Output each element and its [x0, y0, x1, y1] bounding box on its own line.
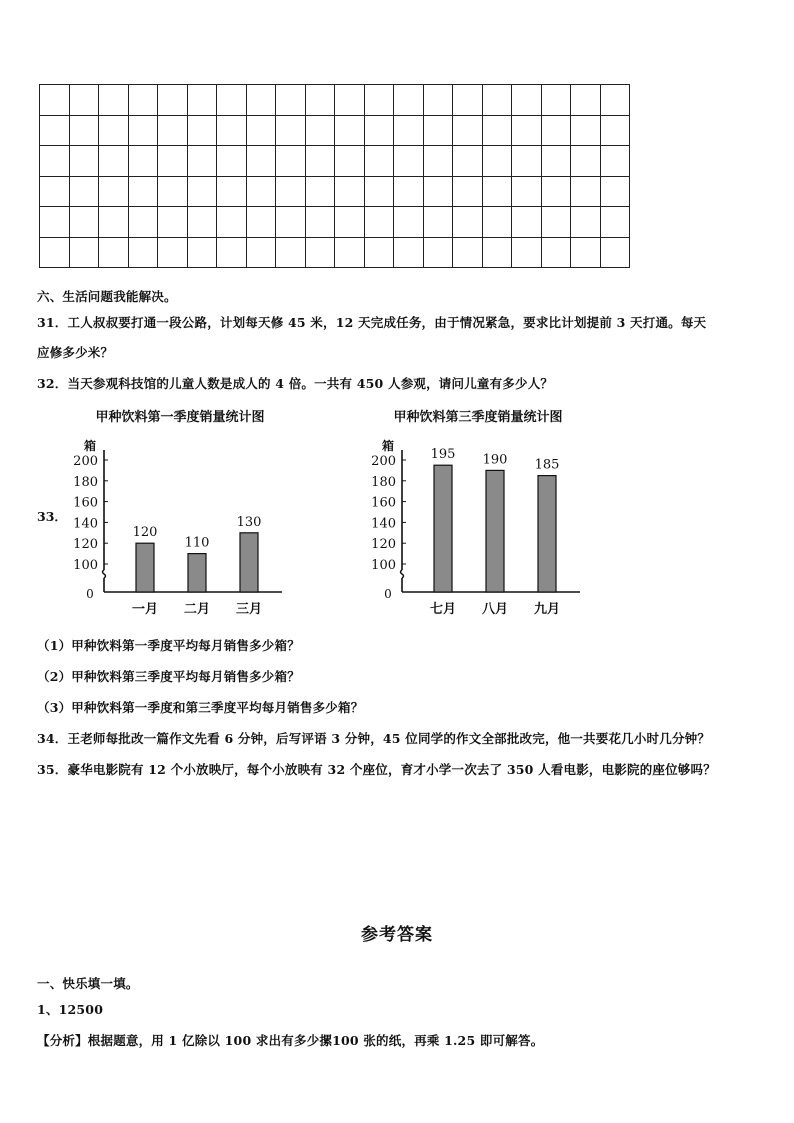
grid-cell	[99, 176, 129, 207]
grid-cell	[571, 237, 601, 268]
y-tick-label: 160	[371, 495, 396, 511]
bar	[136, 543, 154, 592]
grid-cell	[335, 176, 365, 207]
grid-cell	[394, 237, 424, 268]
grid-cell	[541, 237, 571, 268]
grid-cell	[276, 115, 306, 146]
grid-row	[40, 115, 630, 146]
grid-cell	[394, 146, 424, 177]
grid-row	[40, 237, 630, 268]
question-35: 35．豪华电影院有 12 个小放映厅，每个小放映有 32 个座位，育才小学一次去了 350 人看电影，电影院的座位够吗？	[37, 762, 716, 777]
grid-cell	[305, 176, 335, 207]
grid-cell	[423, 115, 453, 146]
grid-cell	[158, 115, 188, 146]
grid-cell	[69, 176, 99, 207]
grid-cell	[187, 146, 217, 177]
question-34: 34．王老师每批改一篇作文先看 6 分钟，后写评语 3 分钟，45 位同学的作文全部批改完，他一共要花几小时几分钟？	[37, 731, 711, 746]
grid-cell	[217, 146, 247, 177]
grid-cell	[512, 85, 542, 116]
axis-break-mark	[103, 570, 106, 578]
grid-cell	[453, 237, 483, 268]
grid-cell	[217, 237, 247, 268]
grid-cell	[541, 176, 571, 207]
grid-cell	[453, 207, 483, 238]
origin-label: 0	[384, 587, 392, 601]
grid-cell	[453, 176, 483, 207]
bar	[434, 465, 452, 592]
grid-cell	[305, 237, 335, 268]
y-tick-label: 120	[73, 537, 98, 553]
grid-cell	[305, 146, 335, 177]
axis-break-mark	[401, 570, 404, 578]
grid-cell	[600, 176, 630, 207]
bar	[240, 533, 258, 592]
grid-cell	[600, 85, 630, 116]
question-31-line-1: 31．工人叔叔要打通一段公路，计划每天修 45 米，12 天完成任务，由于情况紧急，要求比计划提前 3 天打通。每天	[37, 315, 707, 330]
y-tick-label: 120	[371, 537, 396, 553]
grid-cell	[335, 115, 365, 146]
grid-cell	[571, 85, 601, 116]
grid-cell	[394, 207, 424, 238]
grid-cell	[482, 115, 512, 146]
x-tick-label: 七月	[429, 602, 457, 617]
grid-cell	[423, 207, 453, 238]
grid-cell	[512, 207, 542, 238]
grid-cell	[364, 176, 394, 207]
grid-cell	[158, 237, 188, 268]
grid-cell	[453, 115, 483, 146]
grid-cell	[69, 85, 99, 116]
grid-cell	[512, 115, 542, 146]
grid-row	[40, 85, 630, 116]
question-33-sub-2: （2）甲种饮料第三季度平均每月销售多少箱？	[37, 669, 300, 684]
grid-cell	[364, 237, 394, 268]
grid-cell	[335, 207, 365, 238]
grid-cell	[99, 237, 129, 268]
grid-cell	[246, 115, 276, 146]
grid-cell	[276, 85, 306, 116]
grid-cell	[158, 207, 188, 238]
grid-cell	[305, 207, 335, 238]
grid-cell	[128, 85, 158, 116]
grid-cell	[69, 237, 99, 268]
grid-row	[40, 207, 630, 238]
grid-cell	[217, 115, 247, 146]
question-33-number: 33．	[37, 509, 67, 524]
grid-cell	[40, 115, 70, 146]
grid-cell	[335, 146, 365, 177]
grid-cell	[571, 176, 601, 207]
grid-cell	[276, 176, 306, 207]
grid-cell	[128, 146, 158, 177]
grid-cell	[158, 176, 188, 207]
y-axis-unit-label: 箱	[83, 439, 97, 453]
x-tick-label: 三月	[235, 602, 263, 617]
y-tick-label: 200	[73, 454, 98, 469]
grid-cell	[482, 146, 512, 177]
y-tick-label: 140	[73, 516, 98, 532]
grid-cell	[512, 176, 542, 207]
grid-cell	[482, 207, 512, 238]
answer-grid	[39, 84, 630, 268]
data-label: 190	[482, 452, 508, 468]
grid-cell	[40, 85, 70, 116]
answers-title: 参考答案	[361, 925, 433, 945]
grid-cell	[69, 207, 99, 238]
question-31-line-2: 应修多少米？	[37, 345, 114, 360]
grid-cell	[453, 85, 483, 116]
data-label: 195	[430, 447, 456, 463]
grid-cell	[364, 115, 394, 146]
grid-cell	[99, 115, 129, 146]
bar	[188, 554, 206, 592]
grid-cell	[246, 176, 276, 207]
question-33-sub-1: （1）甲种饮料第一季度平均每月销售多少箱？	[37, 638, 300, 653]
grid-cell	[364, 85, 394, 116]
grid-cell	[246, 237, 276, 268]
grid-cell	[571, 207, 601, 238]
grid-cell	[394, 85, 424, 116]
grid-cell	[394, 115, 424, 146]
grid-cell	[571, 115, 601, 146]
grid-cell	[541, 146, 571, 177]
grid-cell	[600, 146, 630, 177]
grid-cell	[335, 85, 365, 116]
data-label: 120	[132, 525, 158, 541]
grid-cell	[187, 207, 217, 238]
grid-cell	[482, 176, 512, 207]
grid-cell	[128, 115, 158, 146]
grid-cell	[99, 146, 129, 177]
grid-cell	[40, 237, 70, 268]
grid-cell	[69, 146, 99, 177]
grid-cell	[305, 85, 335, 116]
y-tick-label: 200	[371, 454, 396, 469]
y-tick-label: 140	[371, 516, 396, 532]
origin-label: 0	[86, 587, 94, 601]
grid-cell	[423, 237, 453, 268]
grid-cell	[187, 237, 217, 268]
grid-cell	[128, 176, 158, 207]
grid-cell	[187, 176, 217, 207]
grid-cell	[217, 176, 247, 207]
grid-cell	[69, 115, 99, 146]
grid-cell	[364, 146, 394, 177]
grid-cell	[187, 115, 217, 146]
grid-cell	[335, 237, 365, 268]
grid-cell	[541, 207, 571, 238]
grid-cell	[423, 176, 453, 207]
grid-cell	[600, 207, 630, 238]
grid-cell	[246, 207, 276, 238]
grid-cell	[128, 237, 158, 268]
answers-section-1-title: 一、快乐填一填。	[37, 976, 139, 991]
x-tick-label: 一月	[131, 602, 159, 617]
grid-cell	[423, 146, 453, 177]
chart-q3-sales	[358, 400, 598, 620]
grid-cell	[217, 85, 247, 116]
grid-cell	[423, 85, 453, 116]
grid-cell	[394, 176, 424, 207]
y-tick-label: 180	[73, 474, 98, 490]
bar	[486, 470, 504, 592]
grid-cell	[541, 85, 571, 116]
grid-cell	[571, 146, 601, 177]
grid-cell	[276, 207, 306, 238]
grid-cell	[364, 207, 394, 238]
chart-title: 甲种饮料第一季度销量统计图	[95, 410, 265, 425]
answer-1-analysis: 【分析】根据题意，用 1 亿除以 100 求出有多少摞100 张的纸，再乘 1.25 即可解答。	[37, 1033, 544, 1048]
grid-cell	[246, 85, 276, 116]
x-tick-label: 九月	[533, 602, 561, 617]
grid-cell	[40, 146, 70, 177]
grid-cell	[512, 237, 542, 268]
grid-cell	[40, 207, 70, 238]
grid-row	[40, 146, 630, 177]
grid-cell	[128, 207, 158, 238]
section-6-title: 六、生活问题我能解决。	[37, 289, 177, 304]
grid-cell	[512, 146, 542, 177]
y-tick-label: 180	[371, 474, 396, 490]
grid-cell	[217, 207, 247, 238]
y-tick-label: 160	[73, 495, 98, 511]
grid-cell	[40, 176, 70, 207]
grid-cell	[99, 85, 129, 116]
data-label: 110	[184, 535, 210, 551]
bar	[538, 476, 556, 592]
grid-cell	[276, 237, 306, 268]
grid-cell	[99, 207, 129, 238]
grid-cell	[541, 115, 571, 146]
chart-q1-sales	[60, 400, 300, 620]
x-tick-label: 二月	[183, 602, 211, 617]
grid-cell	[187, 85, 217, 116]
grid-cell	[482, 237, 512, 268]
answer-1: 1、12500	[37, 1002, 104, 1017]
grid-cell	[158, 146, 188, 177]
grid-cell	[453, 146, 483, 177]
data-label: 185	[534, 457, 560, 473]
question-32: 32．当天参观科技馆的儿童人数是成人的 4 倍。一共有 450 人参观，请问儿童有多少人？	[37, 376, 554, 391]
grid-row	[40, 176, 630, 207]
y-axis-unit-label: 箱	[381, 439, 395, 453]
grid-cell	[482, 85, 512, 116]
question-33-sub-3: （3）甲种饮料第一季度和第三季度平均每月销售多少箱？	[37, 700, 364, 715]
y-tick-label: 100	[73, 558, 98, 573]
data-label: 130	[236, 514, 262, 530]
grid-cell	[276, 146, 306, 177]
chart-title: 甲种饮料第三季度销量统计图	[393, 410, 563, 425]
grid-cell	[600, 237, 630, 268]
x-tick-label: 八月	[481, 602, 509, 617]
grid-cell	[246, 146, 276, 177]
grid-cell	[600, 115, 630, 146]
grid-cell	[158, 85, 188, 116]
grid-cell	[305, 115, 335, 146]
y-tick-label: 100	[371, 558, 396, 573]
